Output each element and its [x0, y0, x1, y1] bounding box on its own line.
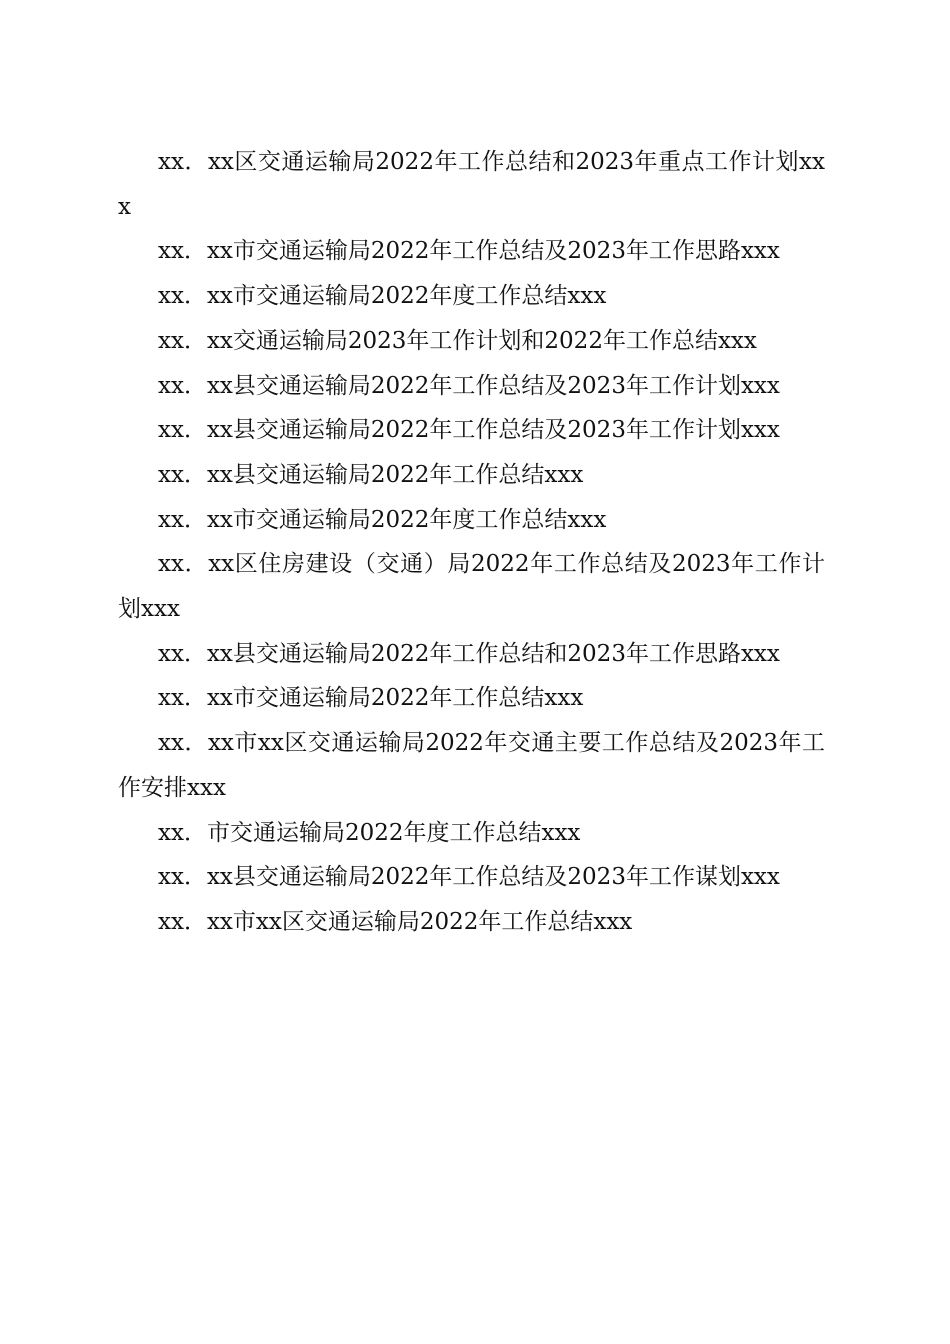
toc-entry: xx．xx区交通运输局2022年工作总结和2023年重点工作计划xxx	[118, 149, 825, 220]
toc-entry: xx．xx县交通运输局2022年工作总结及2023年工作谋划xxx	[158, 864, 780, 891]
toc-entry: xx．xx县交通运输局2022年工作总结及2023年工作计划xxx	[158, 372, 780, 399]
toc-entry: xx．xx市xx区交通运输局2022年交通主要工作总结及2023年工作安排xxx	[118, 730, 825, 801]
toc-entry: xx．xx县交通运输局2022年工作总结xxx	[158, 461, 584, 488]
toc-entry: xx．xx县交通运输局2022年工作总结和2023年工作思路xxx	[158, 640, 780, 667]
toc-entry: xx．市交通运输局2022年度工作总结xxx	[158, 819, 581, 846]
toc-list	[118, 140, 825, 945]
toc-entry: xx．xx区住房建设（交通）局2022年工作总结及2023年工作计划xxx	[118, 551, 825, 623]
toc-entry: xx．xx市xx区交通运输局2022年工作总结xxx	[158, 908, 633, 935]
toc-entry: xx．xx市交通运输局2022年工作总结及2023年工作思路xxx	[158, 238, 780, 265]
toc-entry: xx．xx县交通运输局2022年工作总结及2023年工作计划xxx	[158, 417, 780, 444]
toc-entry: xx．xx市交通运输局2022年度工作总结xxx	[158, 283, 607, 310]
toc-entry: xx．xx市交通运输局2022年工作总结xxx	[158, 685, 584, 712]
toc-entry: xx．xx交通运输局2023年工作计划和2022年工作总结xxx	[158, 327, 757, 354]
toc-entry: xx．xx市交通运输局2022年度工作总结xxx	[158, 506, 607, 533]
